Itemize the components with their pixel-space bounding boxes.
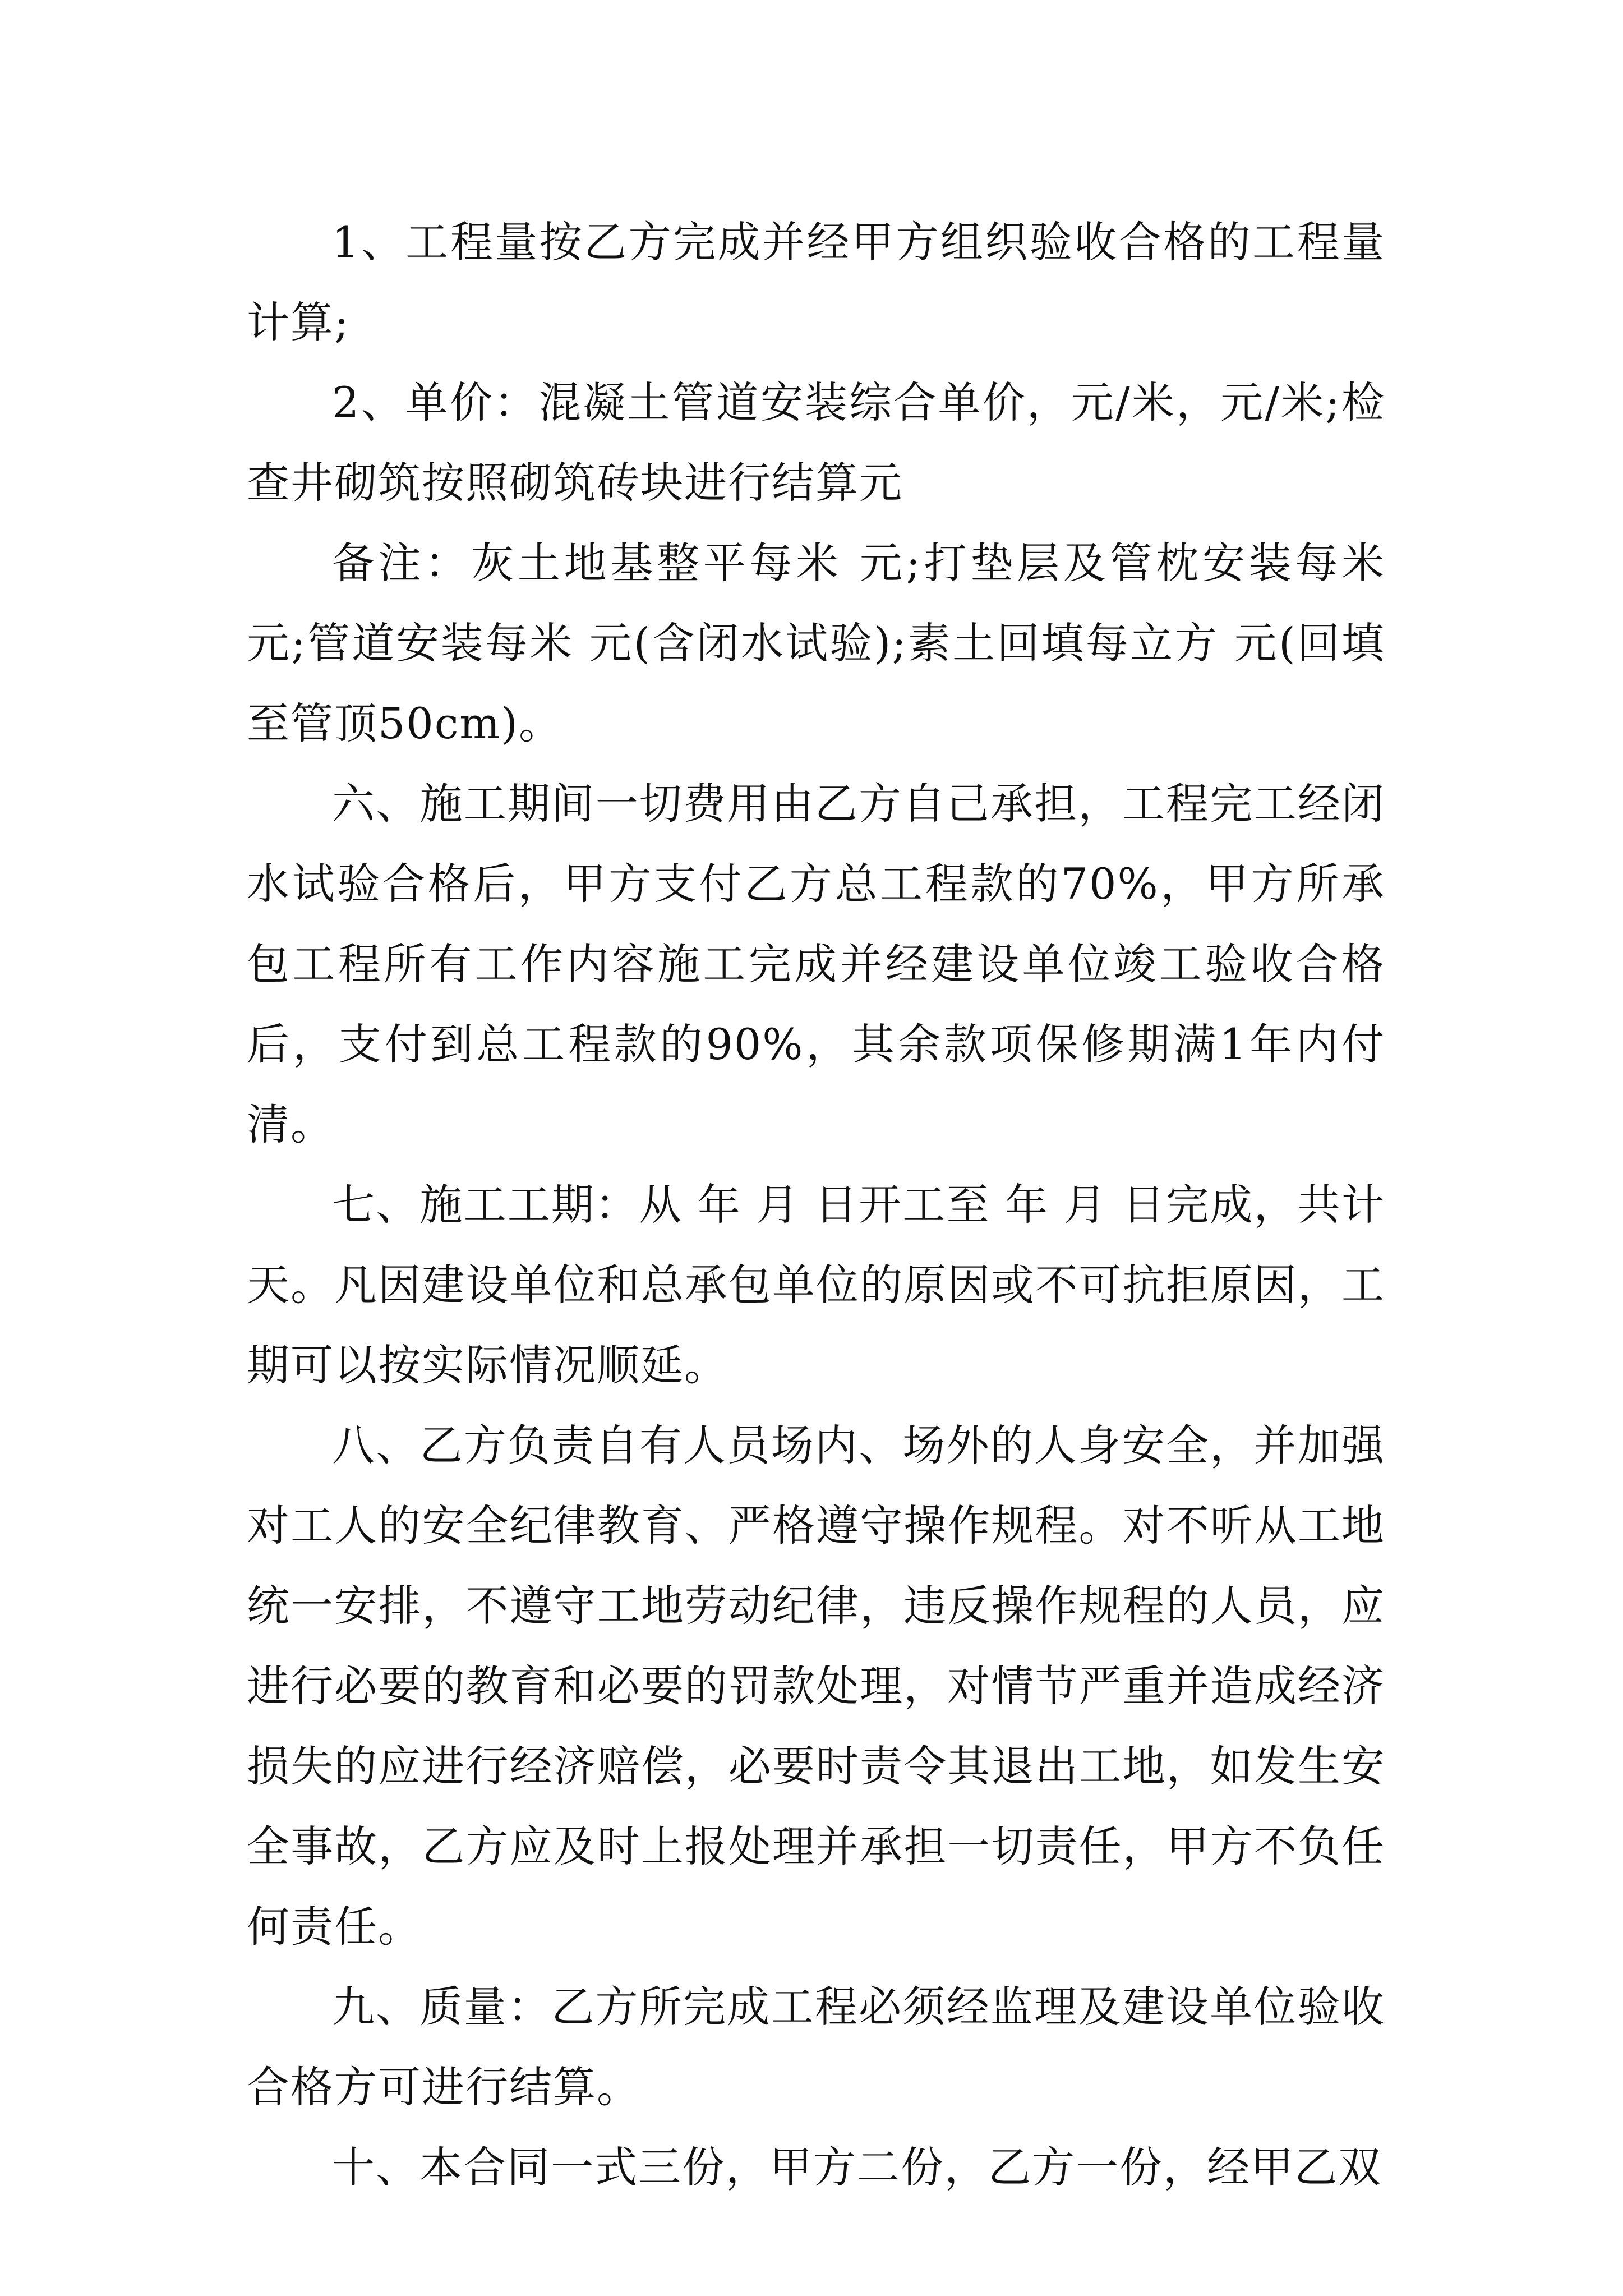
paragraph-1: 1、工程量按乙方完成并经甲方组织验收合格的工程量计算;	[247, 217, 1385, 347]
paragraph-5: 七、施工工期：从 年 月 日开工至 年 月 日完成，共计 天。凡因建设单位和总承包单位的原因或不可抗拒原因，工期可以按实际情况顺延。	[247, 1180, 1385, 1390]
paragraph-7: 九、质量：乙方所完成工程必须经监理及建设单位验收合格方可进行结算。	[247, 1982, 1385, 2112]
paragraph-8: 十、本合同一式三份，甲方二份，乙方一份，经甲乙双	[332, 2142, 1382, 2192]
paragraph-6: 八、乙方负责自有人员场内、场外的人身安全，并加强对工人的安全纪律教育、严格遵守操作规程。对不听从工地统一安排，不遵守工地劳动纪律，违反操作规程的人员，应进行必要的教育和必要的罚款处理，对情节严重并造成经济损失的应进行经济赔偿，必要时责令其退出工地，如发生安全事故，乙方应及时上报处理并承担一切责任，甲方不负任何责任。	[247, 1420, 1385, 1952]
document-body	[247, 202, 1385, 2207]
paragraph-2: 2、单价：混凝土管道安装综合单价，元/米，元/米;检查井砌筑按照砌筑砖块进行结算元	[247, 378, 1385, 508]
paragraph-4: 六、施工期间一切费用由乙方自己承担，工程完工经闭水试验合格后，甲方支付乙方总工程款的70%，甲方所承包工程所有工作内容施工完成并经建设单位竣工验收合格后，支付到总工程款的90%，其余款项保修期满1年内付清。	[247, 779, 1385, 1149]
paragraph-3: 备注：灰土地基整平每米 元;打垫层及管枕安装每米 元;管道安装每米 元(含闭水试验);素土回填每立方 元(回填至管顶50cm)。	[247, 538, 1385, 748]
